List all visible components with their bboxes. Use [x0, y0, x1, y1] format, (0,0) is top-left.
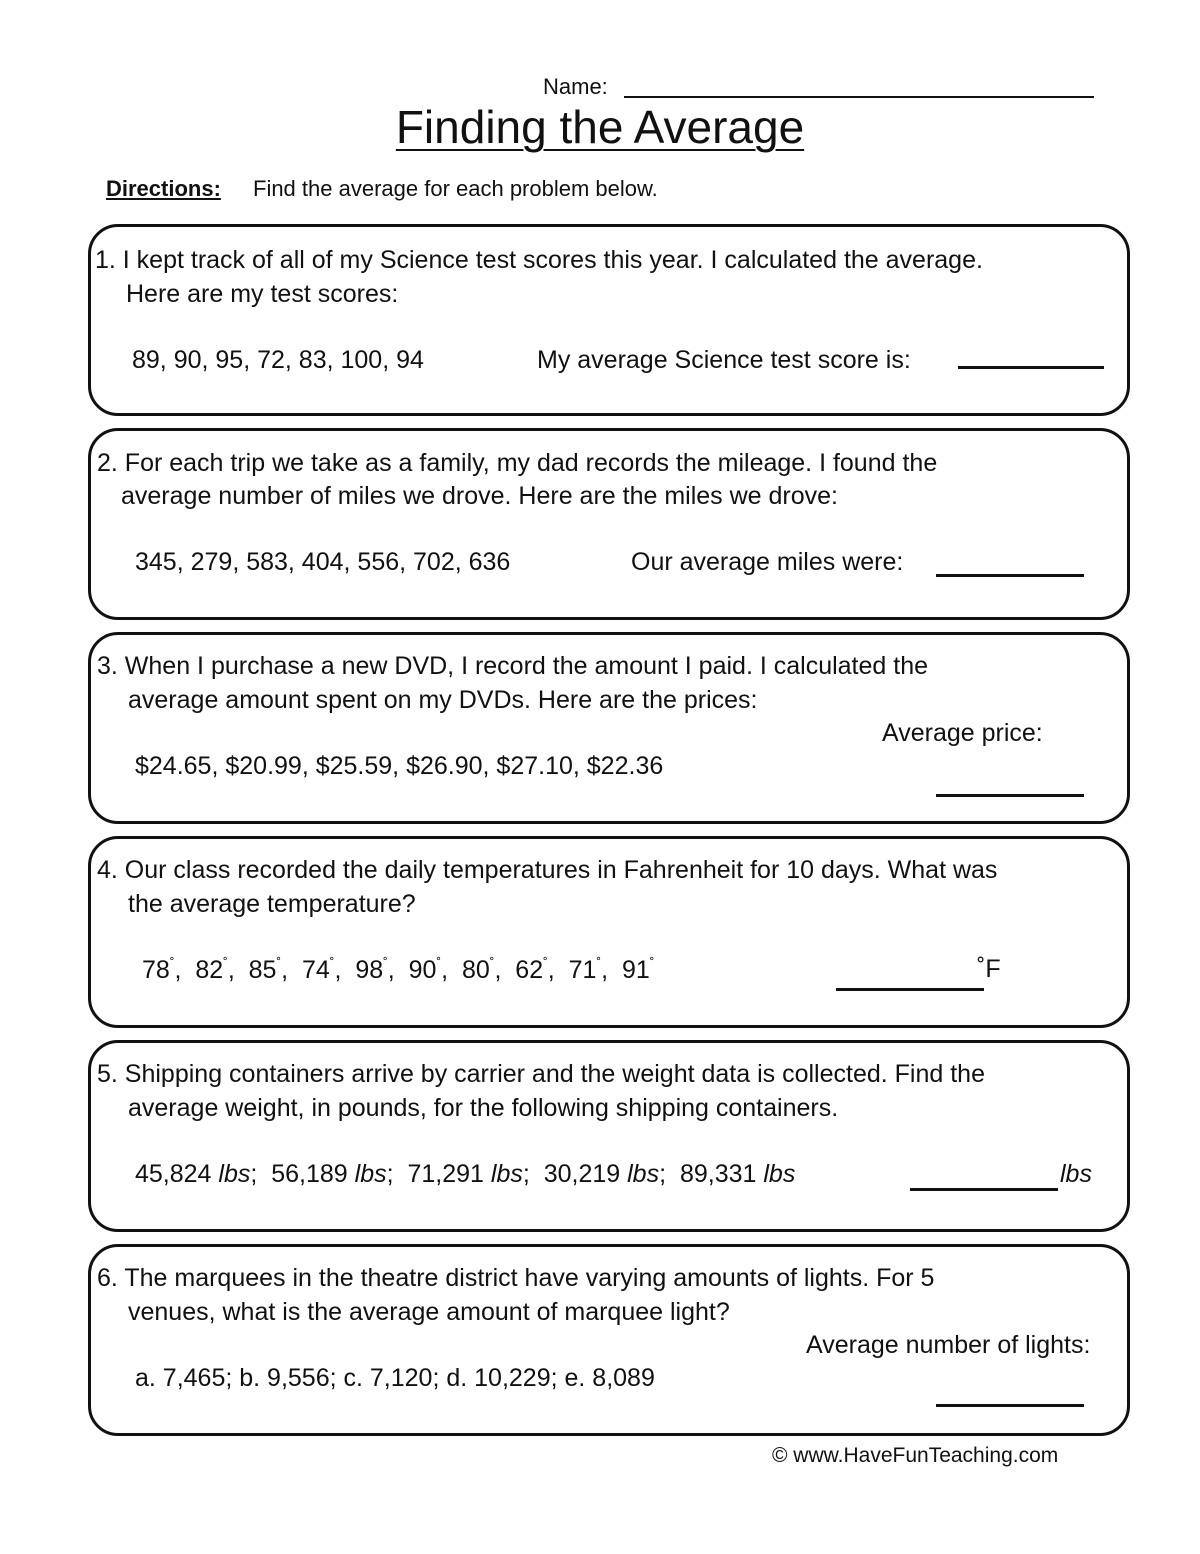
- degree-symbol: ˚: [489, 955, 495, 971]
- problem-6-line2: venues, what is the average amount of marquee light?: [128, 1298, 730, 1326]
- weight-value: 45,824: [135, 1160, 212, 1188]
- temp-value: 91: [621, 956, 650, 984]
- problem-4-unit: ˚F: [977, 955, 1001, 983]
- problem-4-data: 78˚, 82˚, 85˚, 74˚, 98˚, 90˚, 80˚, 62˚, 71˚, 91˚: [142, 955, 655, 984]
- degree-symbol: ˚: [649, 955, 655, 971]
- problem-2-answer-label: Our average miles were:: [631, 548, 904, 576]
- problem-5-data: 45,824 lbs; 56,189 lbs; 71,291 lbs; 30,219 lbs; 89,331 lbs: [135, 1160, 796, 1188]
- weight-unit: lbs: [354, 1160, 387, 1188]
- degree-symbol: ˚: [436, 955, 442, 971]
- footer-copyright: © www.HaveFunTeaching.com: [772, 1444, 1059, 1467]
- problem-5-answer-blank[interactable]: [910, 1188, 1058, 1191]
- problem-2-line2: average number of miles we drove. Here are the miles we drove:: [121, 482, 838, 510]
- problem-6-answer-blank[interactable]: [936, 1404, 1084, 1407]
- problem-4-line2: the average temperature?: [128, 890, 416, 918]
- weight-unit: lbs: [763, 1160, 796, 1188]
- weight-value: 56,189: [271, 1160, 348, 1188]
- problem-2-data: 345, 279, 583, 404, 556, 702, 636: [135, 548, 511, 576]
- problem-1-data: 89, 90, 95, 72, 83, 100, 94: [132, 346, 424, 374]
- degree-symbol: ˚: [276, 955, 282, 971]
- weight-value: 71,291: [407, 1160, 484, 1188]
- problem-3-answer-label: Average price:: [882, 719, 1043, 747]
- weight-value: 30,219: [543, 1160, 621, 1188]
- problem-6-answer-label: Average number of lights:: [806, 1331, 1091, 1359]
- temp-value: 90: [408, 956, 437, 984]
- problem-1-answer-blank[interactable]: [958, 366, 1104, 369]
- problem-6-data: a. 7,465; b. 9,556; c. 7,120; d. 10,229; e. 8,089: [135, 1364, 655, 1392]
- temp-value: 78: [142, 956, 170, 984]
- problem-3-line2: average amount spent on my DVDs. Here are the prices:: [128, 686, 758, 714]
- problem-3-line1: 3. When I purchase a new DVD, I record the amount I paid. I calculated the: [97, 652, 929, 680]
- degree-symbol: ˚: [543, 955, 548, 971]
- name-line[interactable]: [624, 96, 1094, 98]
- temp-value: 71: [568, 956, 597, 984]
- problem-1-line2: Here are my test scores:: [126, 280, 399, 308]
- temp-value: 98: [355, 956, 384, 984]
- problem-1-line1: 1. I kept track of all of my Science test scores this year. I calculated the average.: [95, 246, 983, 274]
- problem-1-answer-label: My average Science test score is:: [537, 346, 911, 374]
- weight-value: 89,331: [679, 1160, 757, 1188]
- temp-value: 82: [195, 956, 224, 984]
- temp-value: 74: [301, 956, 330, 984]
- degree-symbol: ˚: [329, 955, 335, 971]
- degree-symbol: ˚: [596, 955, 602, 971]
- directions-label: Directions:: [106, 176, 221, 201]
- problem-2-line1: 2. For each trip we take as a family, my dad records the mileage. I found the: [97, 449, 938, 477]
- weight-unit: lbs: [627, 1160, 660, 1188]
- degree-symbol: ˚: [223, 955, 228, 971]
- problem-3-data: $24.65, $20.99, $25.59, $26.90, $27.10, $22.36: [135, 752, 664, 780]
- name-label: Name:: [543, 74, 608, 99]
- weight-unit: lbs: [490, 1160, 523, 1188]
- temp-value: 85: [248, 956, 277, 984]
- directions-text: Find the average for each problem below.: [253, 176, 658, 201]
- problem-4-line1: 4. Our class recorded the daily temperatures in Fahrenheit for 10 days. What was: [97, 856, 998, 884]
- problem-5-unit: lbs: [1060, 1160, 1092, 1188]
- temp-value: 80: [461, 956, 490, 984]
- problem-6-line1: 6. The marquees in the theatre district have varying amounts of lights. For 5: [97, 1264, 935, 1292]
- weight-unit: lbs: [218, 1160, 251, 1188]
- page-title: Finding the Average: [395, 101, 805, 153]
- problem-5-line2: average weight, in pounds, for the following shipping containers.: [128, 1094, 839, 1122]
- temp-value: 62: [515, 956, 544, 984]
- problem-5-line1: 5. Shipping containers arrive by carrier and the weight data is collected. Find the: [97, 1060, 985, 1088]
- problem-2-answer-blank[interactable]: [936, 574, 1084, 577]
- problem-4-answer-blank[interactable]: [836, 988, 984, 991]
- degree-symbol: ˚: [169, 955, 175, 971]
- degree-symbol: ˚: [383, 955, 388, 971]
- problem-3-answer-blank[interactable]: [936, 794, 1084, 797]
